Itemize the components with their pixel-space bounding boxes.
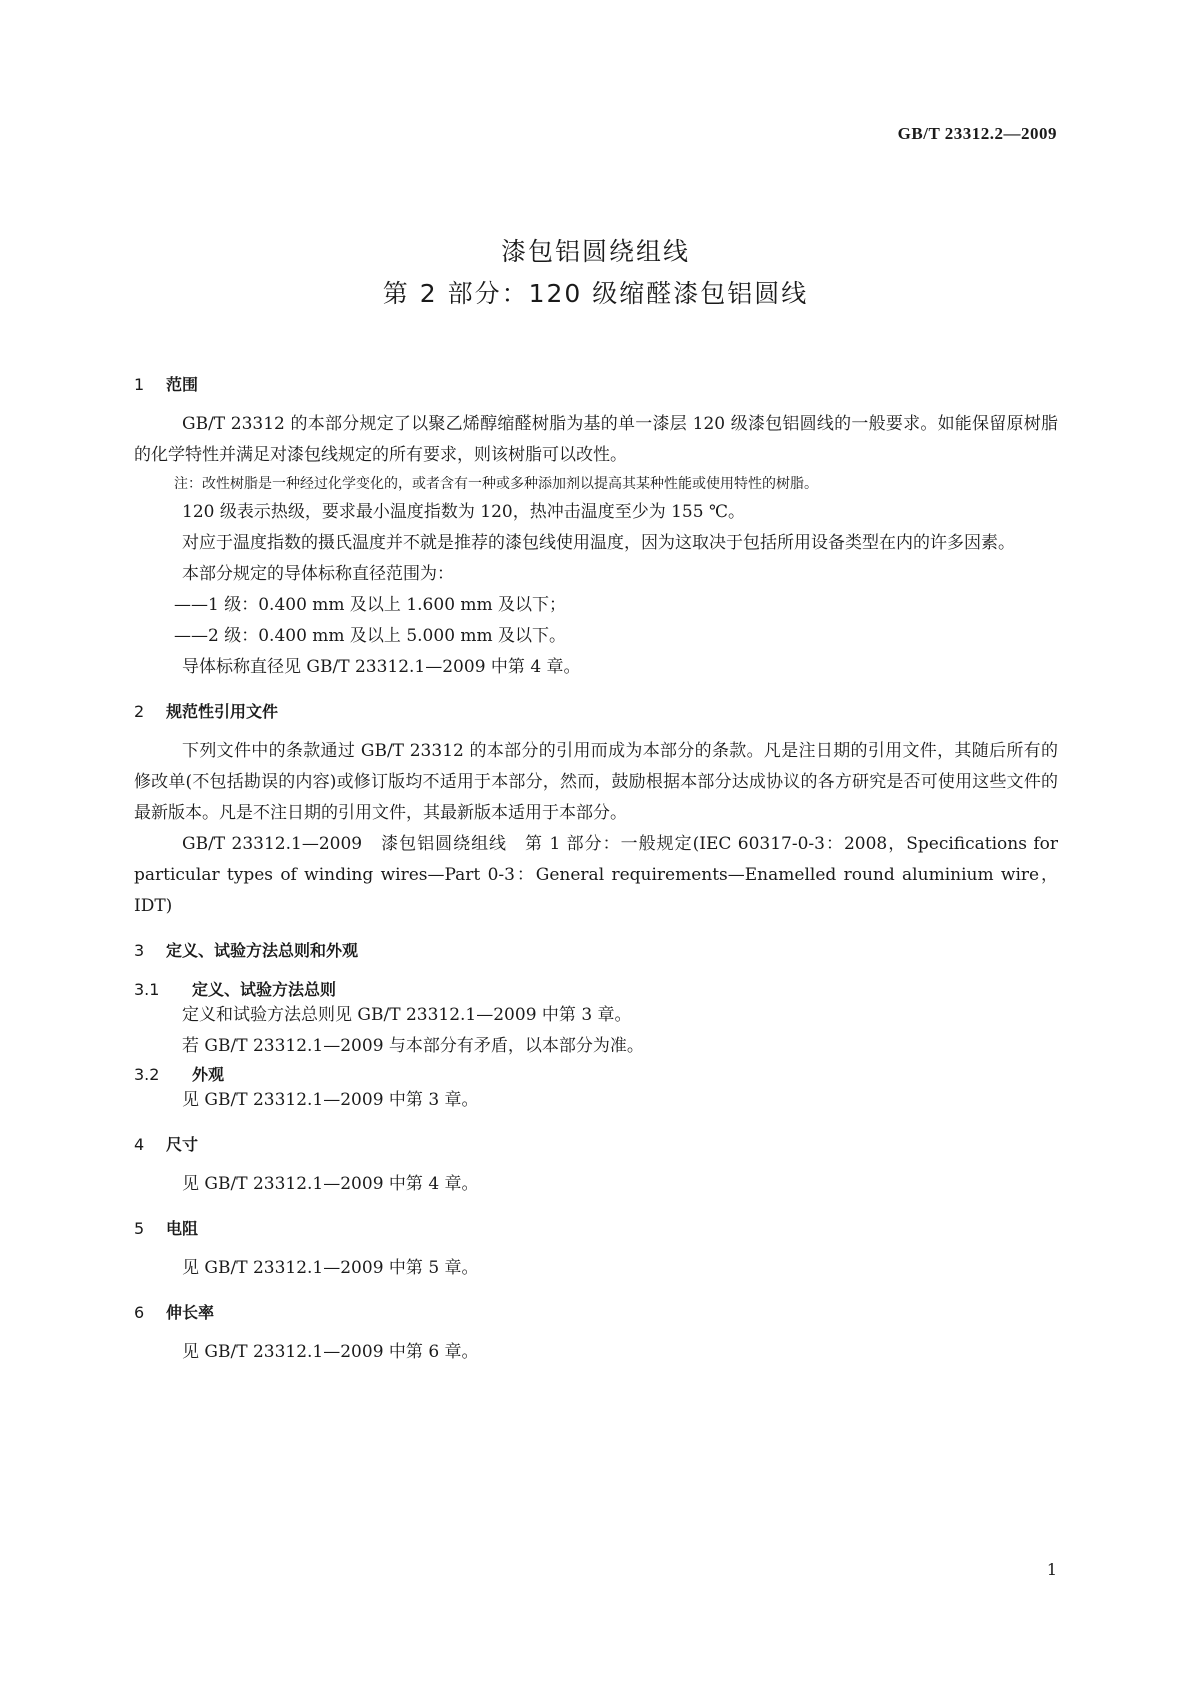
section-4-heading — [134, 1132, 1058, 1155]
appearance-paragraph: 见 GB/T 23312.1—2009 中第 3 章。 — [182, 1090, 479, 1110]
document-title-line2: 第 2 部分：120 级缩醛漆包铝圆线 — [382, 279, 809, 308]
scope-paragraph-2: 120 级表示热级，要求最小温度指数为 120，热冲击温度至少为 155 ℃。 — [182, 502, 745, 522]
section-3-heading — [134, 938, 1058, 961]
section-6-heading — [134, 1300, 1058, 1323]
section-number: 4 — [134, 1135, 145, 1154]
section-number: 3 — [134, 941, 145, 960]
definitions-paragraph-1: 定义和试验方法总则见 GB/T 23312.1—2009 中第 3 章。 — [182, 1005, 632, 1025]
section-2-heading — [134, 699, 1058, 722]
section-title: 规范性引用文件 — [166, 702, 279, 721]
references-paragraph-1: 下列文件中的条款通过 GB/T 23312 的本部分的引用而成为本部分的条款。凡是注日期的引用文件，其随后所有的修改单(不包括勘误的内容)或修订版均不适用于本部分，然而，鼓励根据本部分达成协议的各方研究是否可使用这些文件的最新版本。凡是不注日期的引用文件，其最新版本适用于本部分。 — [134, 741, 1058, 823]
subsection-title: 定义、试验方法总则 — [192, 980, 337, 999]
scope-paragraph-1: GB/T 23312 的本部分规定了以聚乙烯醇缩醛树脂为基的单一漆层 120 级漆包铝圆线的一般要求。如能保留原树脂的化学特性并满足对漆包线规定的所有要求，则该树脂可以改性。 — [134, 414, 1058, 465]
section-title: 定义、试验方法总则和外观 — [166, 941, 359, 960]
document-body — [134, 372, 1058, 1368]
scope-dash-item-2: ——2 级：0.400 mm 及以上 5.000 mm 及以下。 — [174, 626, 567, 646]
dimensions-paragraph: 见 GB/T 23312.1—2009 中第 4 章。 — [182, 1174, 479, 1194]
section-number: 5 — [134, 1219, 145, 1238]
resistance-paragraph: 见 GB/T 23312.1—2009 中第 5 章。 — [182, 1258, 479, 1278]
section-title: 范围 — [166, 375, 199, 394]
definitions-paragraph-2: 若 GB/T 23312.1—2009 与本部分有矛盾，以本部分为准。 — [182, 1036, 644, 1056]
section-number: 1 — [134, 375, 145, 394]
subsection-number: 3.2 — [134, 1065, 160, 1084]
section-1-heading — [134, 372, 1058, 395]
section-title: 伸长率 — [166, 1303, 215, 1322]
scope-paragraph-4: 本部分规定的导体标称直径范围为： — [182, 564, 454, 584]
section-3-1-heading — [134, 977, 1058, 1000]
scope-paragraph-3: 对应于温度指数的摄氏温度并不就是推荐的漆包线使用温度，因为这取决于包括所用设备类型在内的许多因素。 — [182, 533, 1015, 553]
scope-note: 注：改性树脂是一种经过化学变化的，或者含有一种或多种添加剂以提高其某种性能或使用特性的树脂。 — [174, 476, 818, 492]
elongation-paragraph: 见 GB/T 23312.1—2009 中第 6 章。 — [182, 1342, 479, 1362]
standard-number: GB/T 23312.2—2009 — [897, 124, 1057, 143]
page-number: 1 — [1046, 1560, 1057, 1579]
references-entry: GB/T 23312.1—2009 漆包铝圆绕组线 第 1 部分：一般规定(IEC 60317-0-3：2008，Specifications for particular types of winding wires—Part 0-3：General requirements—Enamelled round aluminium wire，IDT) — [134, 834, 1058, 916]
scope-dash-item-1: ——1 级：0.400 mm 及以上 1.600 mm 及以下； — [174, 595, 567, 615]
section-5-heading — [134, 1216, 1058, 1239]
document-title-line1: 漆包铝圆绕组线 — [500, 237, 690, 266]
section-number: 6 — [134, 1303, 145, 1322]
section-title: 电阻 — [166, 1219, 199, 1238]
section-3-2-heading — [134, 1062, 1058, 1085]
subsection-number: 3.1 — [134, 980, 160, 999]
section-number: 2 — [134, 702, 145, 721]
subsection-title: 外观 — [192, 1065, 225, 1084]
section-title: 尺寸 — [166, 1135, 199, 1154]
scope-paragraph-5: 导体标称直径见 GB/T 23312.1—2009 中第 4 章。 — [182, 657, 581, 677]
